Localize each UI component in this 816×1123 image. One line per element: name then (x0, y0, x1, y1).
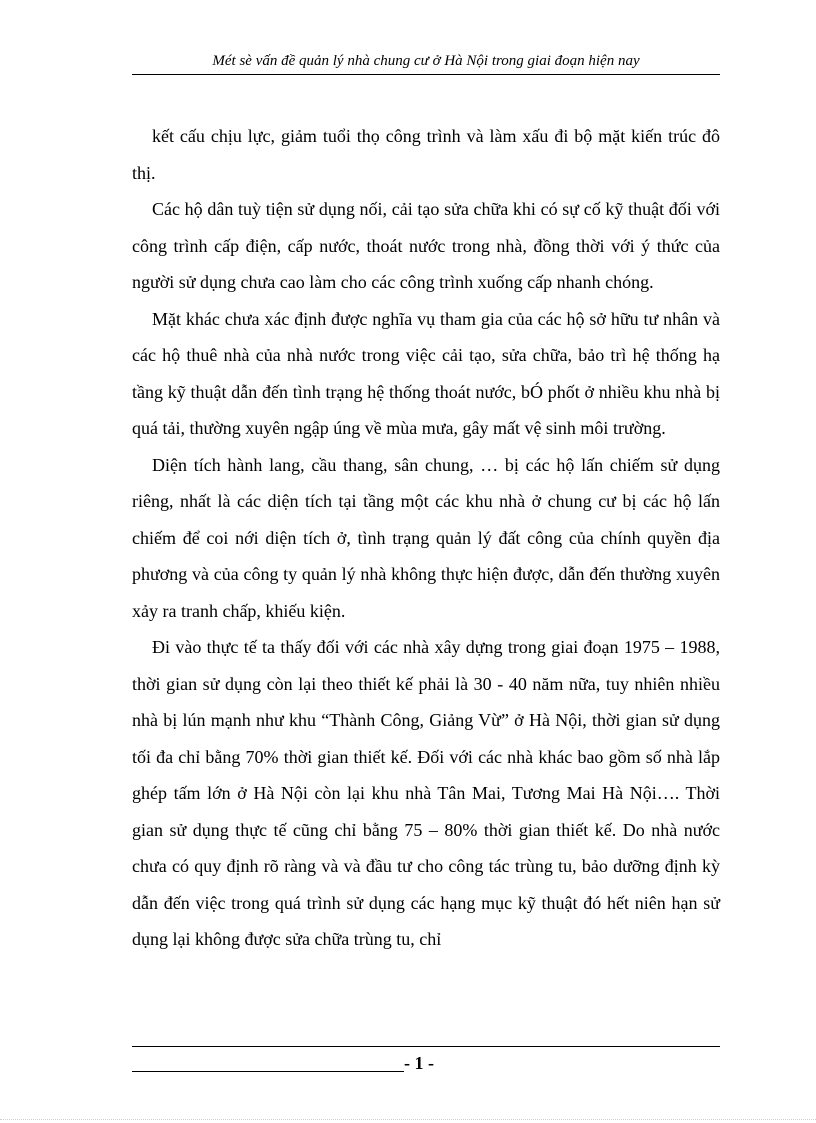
paragraph: Diện tích hành lang, cầu thang, sân chung, … bị các hộ lấn chiếm sử dụng riêng, nhất là các diện tích tại tầng một các khu nhà ở chung cư bị các hộ lấn chiếm để coi nới diện tích ở, tình trạng quản lý đất công của chính quyền địa phương và của công ty quản lý nhà không thực hiện được, dẫn đến thường xuyên xảy ra tranh chấp, khiếu kiện. (132, 454, 720, 621)
footer-underline (132, 1071, 404, 1072)
body-text (132, 118, 720, 958)
header-title: Mét sè vấn đề quản lý nhà chung cư ở Hà Nội trong giai đoạn hiện nay (212, 53, 640, 69)
paragraph: Đi vào thực tế ta thấy đối với các nhà xây dựng trong giai đoạn 1975 – 1988, thời gian sử dụng còn lại theo thiết kế phải là 30 - 40 năm nữa, tuy nhiên nhiều nhà bị lún mạnh như khu “Thành Công, Giảng Vừ” ở Hà Nội, thời gian sử dụng tối đa chỉ bằng 70% thời gian thiết kế. Đối với các nhà khác bao gồm số nhà lắp ghép tấm lớn ở Hà Nội còn lại khu nhà Tân Mai, Tương Mai Hà Nội…. Thời gian sử dụng thực tế cũng chỉ bằng 75 – 80% thời gian thiết kế. Do nhà nước chưa có quy định rõ ràng và và đầu tư cho công tác trùng tu, bảo dưỡng định kỳ dẫn đến việc trong quá trình sử dụng các hạng mục kỹ thuật đó hết niên hạn sử dụng lại không được sửa chữa trùng tu, chỉ (132, 637, 720, 949)
paragraph: Mặt khác chưa xác định được nghĩa vụ tham gia của các hộ sở hữu tư nhân và các hộ thuê nhà của nhà nước trong việc cải tạo, sửa chữa, bảo trì hệ thống hạ tầng kỹ thuật dẫn đến tình trạng hệ thống thoát nước, bÓ phốt ở nhiều khu nhà bị quá tải, thường xuyên ngập úng về mùa mưa, gây mất vệ sinh môi trường. (132, 308, 720, 438)
footer-divider (132, 1046, 720, 1047)
paragraph: Các hộ dân tuỳ tiện sử dụng nối, cải tạo sửa chữa khi có sự cố kỹ thuật đối với công trình cấp điện, cấp nước, thoát nước trong nhà, đồng thời với ý thức của người sử dụng chưa cao làm cho các công trình xuống cấp nhanh chóng. (132, 199, 720, 292)
running-header (132, 50, 720, 75)
paragraph: kết cấu chịu lực, giảm tuổi thọ công trình và làm xấu đi bộ mặt kiến trúc đô thị. (132, 126, 720, 183)
page-bottom-edge (0, 1119, 816, 1120)
page-number: - 1 - (404, 1053, 434, 1073)
